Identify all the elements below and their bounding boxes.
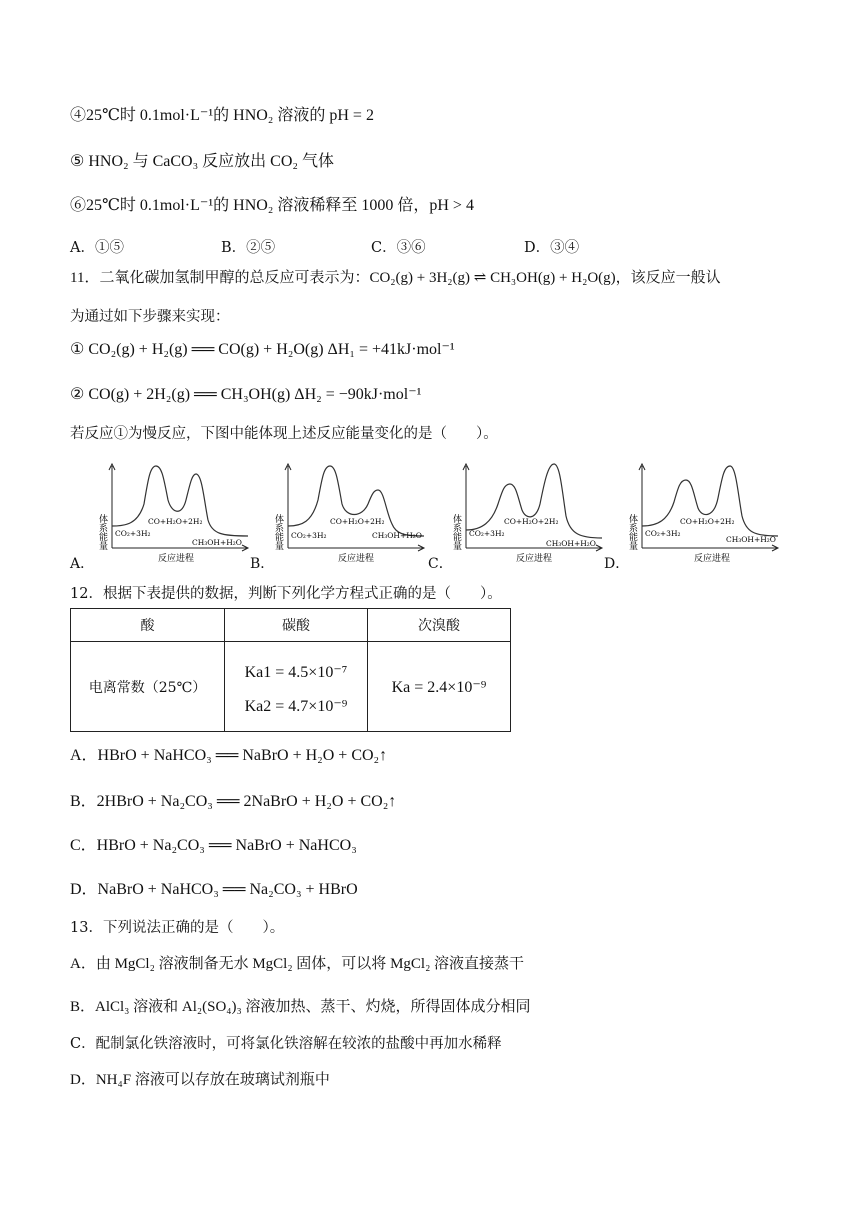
energy-graph-b bbox=[268, 460, 428, 565]
graph-option-b-label: B． bbox=[250, 556, 275, 572]
table-header-acid: 酸 bbox=[71, 609, 225, 642]
energy-graph-d bbox=[622, 460, 782, 565]
graph-d-mid: CO+H₂O+2H₂ bbox=[680, 517, 735, 526]
q10-option-d: D．③④ bbox=[524, 240, 580, 256]
graph-d-ylabel: 体系能量 bbox=[627, 514, 637, 550]
q12-option-d: D．NaBrO + NaHCO₃ ══ Na₂CO₃ + HBrO bbox=[70, 881, 358, 898]
graph-option-a-label: A． bbox=[70, 556, 95, 572]
graph-a-mid: CO+H₂O+2H₂ bbox=[148, 517, 203, 526]
q11-stem-line1: 11．二氧化碳加氢制甲醇的总反应可表示为：CO₂(g) + 3H₂(g) ⇌ CH₃OH(g) + H₂O(g)，该反应一般认 bbox=[70, 270, 721, 286]
graph-a-start: CO₂+3H₂ bbox=[115, 529, 151, 538]
graph-d-xlabel: 反应进程 bbox=[694, 554, 731, 564]
table-header-carbonic: 碳酸 bbox=[225, 609, 368, 642]
graph-d-end: CH₃OH+H₂O bbox=[726, 535, 776, 544]
graph-a-ylabel: 体系能量 bbox=[97, 514, 107, 550]
graph-a-end: CH₃OH+H₂O bbox=[192, 538, 242, 547]
q13-option-c: C．配制氯化铁溶液时，可将氯化铁溶解在较浓的盐酸中再加水稀释 bbox=[70, 1036, 502, 1052]
table-cell-carbonic-ka bbox=[225, 642, 368, 732]
q13-option-d: D．NH₄F 溶液可以存放在玻璃试剂瓶中 bbox=[70, 1072, 330, 1088]
graph-b-ylabel: 体系能量 bbox=[273, 514, 283, 550]
q13-option-b: B．AlCl₃ 溶液和 Al₂(SO₄)₃ 溶液加热、蒸干、灼烧，所得固体成分相同 bbox=[70, 999, 531, 1015]
statement-4: ④25℃时 0.1mol·L⁻¹的 HNO₂ 溶液的 pH = 2 bbox=[70, 107, 374, 124]
q13-stem: 13．下列说法正确的是（ ）。 bbox=[70, 920, 285, 936]
q11-step1: ① CO₂(g) + H₂(g) ══ CO(g) + H₂O(g) ΔH₁ = +41kJ·mol⁻¹ bbox=[70, 341, 455, 358]
q11-question: 若反应①为慢反应，下图中能体现上述反应能量变化的是（ ）。 bbox=[70, 426, 498, 442]
graph-c-end: CH₃OH+H₂O bbox=[546, 539, 596, 548]
q10-option-b: B．②⑤ bbox=[221, 240, 276, 256]
q13-option-a: A．由 MgCl₂ 溶液制备无水 MgCl₂ 固体，可以将 MgCl₂ 溶液直接蒸干 bbox=[70, 956, 525, 972]
graph-d-start: CO₂+3H₂ bbox=[645, 529, 681, 538]
q11-step2: ② CO(g) + 2H₂(g) ══ CH₃OH(g) ΔH₂ = −90kJ·mol⁻¹ bbox=[70, 386, 422, 403]
graph-b-start: CO₂+3H₂ bbox=[291, 531, 327, 540]
graph-option-d-label: D． bbox=[604, 556, 630, 572]
statement-5: ⑤ HNO₂ 与 CaCO₃ 反应放出 CO₂ 气体 bbox=[70, 153, 334, 170]
ionization-constant-table bbox=[70, 608, 511, 732]
graph-c-start: CO₂+3H₂ bbox=[469, 529, 505, 538]
q10-option-c: C．③⑥ bbox=[371, 240, 426, 256]
carbonic-ka1: Ka1 = 4.5×10⁻⁷ bbox=[244, 663, 348, 681]
energy-graph-c bbox=[446, 460, 606, 565]
graph-c-mid: CO+H₂O+2H₂ bbox=[504, 517, 559, 526]
graph-b-end: CH₃OH+H₂O bbox=[372, 531, 422, 540]
carbonic-ka2: Ka2 = 4.7×10⁻⁹ bbox=[244, 697, 348, 715]
statement-6: ⑥25℃时 0.1mol·L⁻¹的 HNO₂ 溶液稀释至 1000 倍，pH > 4 bbox=[70, 197, 474, 214]
energy-graph-a bbox=[92, 460, 252, 565]
q12-option-a: A．HBrO + NaHCO₃ ══ NaBrO + H₂O + CO₂↑ bbox=[70, 747, 388, 764]
q12-stem: 12．根据下表提供的数据，判断下列化学方程式正确的是（ ）。 bbox=[70, 586, 502, 602]
graph-option-c-label: C． bbox=[428, 556, 453, 572]
table-row-label: 电离常数（25℃） bbox=[71, 642, 225, 732]
hbro-ka: Ka = 2.4×10⁻⁹ bbox=[368, 642, 511, 732]
q11-stem-line2: 为通过如下步骤来实现： bbox=[70, 309, 230, 325]
q12-option-c: C．HBrO + Na₂CO₃ ══ NaBrO + NaHCO₃ bbox=[70, 837, 357, 854]
q12-option-b: B．2HBrO + Na₂CO₃ ══ 2NaBrO + H₂O + CO₂↑ bbox=[70, 793, 397, 810]
q10-option-a: A．①⑤ bbox=[70, 240, 124, 256]
table-header-hbro: 次溴酸 bbox=[368, 609, 511, 642]
graph-c-ylabel: 体系能量 bbox=[451, 514, 461, 550]
graph-c-xlabel: 反应进程 bbox=[516, 554, 553, 564]
graph-b-xlabel: 反应进程 bbox=[338, 554, 375, 564]
graph-b-mid: CO+H₂O+2H₂ bbox=[330, 517, 385, 526]
graph-a-xlabel: 反应进程 bbox=[158, 554, 195, 564]
